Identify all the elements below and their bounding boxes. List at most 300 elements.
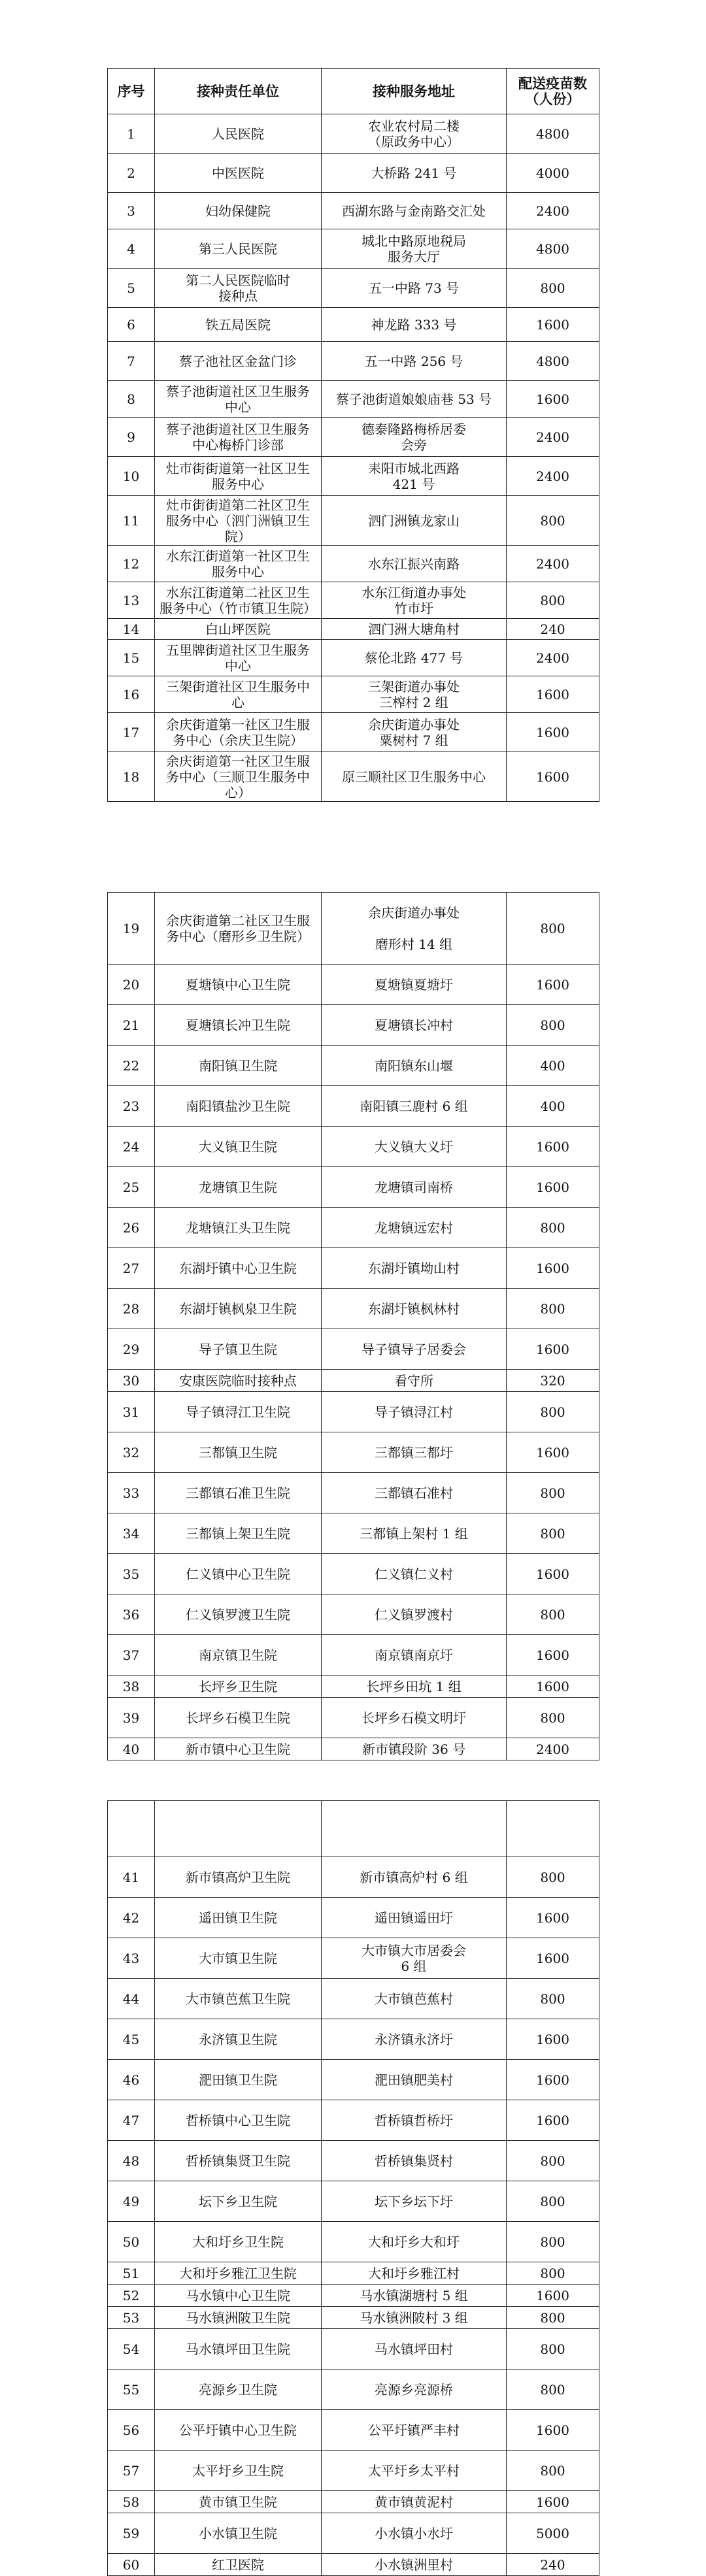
cell-address: 南阳镇东山堰	[322, 1046, 507, 1086]
cell-unit: 蔡子池街道社区卫生服务 中心梅桥门诊部	[155, 418, 322, 457]
cell-address: 永济镇永济圩	[322, 2019, 507, 2060]
cell-unit: 大市镇芭蕉卫生院	[155, 1979, 322, 2019]
table-row	[108, 1127, 599, 1167]
table-row	[108, 457, 599, 496]
cell-unit: 大市镇卫生院	[155, 1938, 322, 1979]
cell-index: 24	[108, 1127, 155, 1167]
cell-address: 德泰隆路梅桥居委 会旁	[322, 418, 507, 457]
cell-index: 41	[108, 1857, 155, 1898]
cell-unit: 淝田镇卫生院	[155, 2060, 322, 2100]
cell-unit: 安康医院临时接种点	[155, 1370, 322, 1392]
cell-index: 56	[108, 2410, 155, 2451]
cell-address: 淝田镇肥美村	[322, 2060, 507, 2100]
cell-doses: 800	[507, 1208, 599, 1248]
cell-address: 蔡伦北路 477 号	[322, 640, 507, 676]
cell-index: 40	[108, 1738, 155, 1760]
cell-doses: 2400	[507, 1738, 599, 1760]
cell-unit: 南阳镇盐沙卫生院	[155, 1086, 322, 1127]
cell-address: 长坪乡石模文明圩	[322, 1698, 507, 1738]
cell-doses: 800	[507, 1594, 599, 1635]
table-row	[108, 2491, 599, 2513]
cell-doses: 1600	[507, 1676, 599, 1698]
cell-doses: 2400	[507, 457, 599, 496]
cell-address: 三都镇三都圩	[322, 1432, 507, 1473]
table-row	[108, 2262, 599, 2285]
table-row	[108, 1801, 599, 1857]
cell-unit: 南京镇卫生院	[155, 1635, 322, 1676]
cell-unit: 三都镇卫生院	[155, 1432, 322, 1473]
table-row	[108, 1554, 599, 1594]
table-row	[108, 2410, 599, 2451]
cell-doses: 1600	[507, 1432, 599, 1473]
cell-doses: 2400	[507, 418, 599, 457]
table-row	[108, 2554, 599, 2576]
cell-unit	[155, 1801, 322, 1857]
table-row	[108, 1289, 599, 1329]
cell-doses: 1600	[507, 1248, 599, 1289]
cell-index: 8	[108, 381, 155, 418]
cell-unit: 余庆街道第一社区卫生服 务中心（三顺卫生服务中 心）	[155, 752, 322, 802]
cell-doses: 1600	[507, 1635, 599, 1676]
cell-index: 53	[108, 2307, 155, 2329]
table-row	[108, 1938, 599, 1979]
cell-doses: 1600	[507, 381, 599, 418]
cell-doses: 800	[507, 496, 599, 546]
cell-index: 55	[108, 2370, 155, 2410]
cell-doses: 400	[507, 1086, 599, 1127]
table-row	[108, 1432, 599, 1473]
table-row	[108, 2285, 599, 2307]
cell-unit: 小水镇卫生院	[155, 2513, 322, 2554]
cell-doses: 800	[507, 2307, 599, 2329]
table-row	[108, 1086, 599, 1127]
cell-index: 20	[108, 965, 155, 1005]
table-row	[108, 582, 599, 619]
table-row	[108, 381, 599, 418]
cell-unit: 红卫医院	[155, 2554, 322, 2576]
cell-index: 1	[108, 114, 155, 154]
cell-address: 大市镇大市居委会 6 组	[322, 1938, 507, 1979]
cell-address: 大和圩乡大和圩	[322, 2222, 507, 2262]
cell-doses: 2400	[507, 193, 599, 229]
cell-address: 耒阳市城北西路 421 号	[322, 457, 507, 496]
table-row	[108, 269, 599, 308]
cell-index: 52	[108, 2285, 155, 2307]
table-row	[108, 640, 599, 676]
cell-address: 泗门洲大塘角村	[322, 619, 507, 640]
cell-unit: 夏塘镇长冲卫生院	[155, 1005, 322, 1046]
cell-index: 46	[108, 2060, 155, 2100]
table-row	[108, 193, 599, 229]
table-row	[108, 1167, 599, 1208]
cell-index: 12	[108, 546, 155, 582]
cell-index: 14	[108, 619, 155, 640]
cell-doses: 800	[507, 1857, 599, 1898]
cell-address: 亮源乡亮源桥	[322, 2370, 507, 2410]
cell-unit: 余庆街道第二社区卫生服 务中心（磨形乡卫生院）	[155, 893, 322, 965]
cell-index: 25	[108, 1167, 155, 1208]
cell-unit: 马水镇中心卫生院	[155, 2285, 322, 2307]
table-row	[108, 713, 599, 752]
cell-doses: 800	[507, 893, 599, 965]
cell-address: 仁义镇罗渡村	[322, 1594, 507, 1635]
cell-unit: 新市镇中心卫生院	[155, 1738, 322, 1760]
cell-doses: 800	[507, 1392, 599, 1432]
table-row	[108, 619, 599, 640]
cell-address: 农业农村局二楼 （原政务中心）	[322, 114, 507, 154]
cell-doses: 800	[507, 2141, 599, 2181]
cell-index: 31	[108, 1392, 155, 1432]
table-row	[108, 1046, 599, 1086]
cell-address: 龙塘镇司南桥	[322, 1167, 507, 1208]
cell-index: 36	[108, 1594, 155, 1635]
cell-address: 龙塘镇远宏村	[322, 1208, 507, 1248]
cell-address: 神龙路 333 号	[322, 308, 507, 342]
cell-index: 3	[108, 193, 155, 229]
cell-address: 夏塘镇夏塘圩	[322, 965, 507, 1005]
table-row	[108, 2019, 599, 2060]
cell-unit: 第三人民医院	[155, 229, 322, 269]
cell-unit: 哲桥镇中心卫生院	[155, 2100, 322, 2141]
cell-unit: 遥田镇卫生院	[155, 1898, 322, 1938]
cell-index	[108, 1801, 155, 1857]
cell-index: 22	[108, 1046, 155, 1086]
cell-address: 太平圩乡太平村	[322, 2451, 507, 2491]
cell-index: 7	[108, 342, 155, 381]
cell-index: 32	[108, 1432, 155, 1473]
cell-index: 15	[108, 640, 155, 676]
cell-index: 26	[108, 1208, 155, 1248]
cell-unit: 亮源乡卫生院	[155, 2370, 322, 2410]
cell-doses: 800	[507, 1005, 599, 1046]
cell-doses: 240	[507, 619, 599, 640]
table-row	[108, 2513, 599, 2554]
table-row	[108, 676, 599, 713]
cell-doses: 800	[507, 2451, 599, 2491]
cell-doses: 1600	[507, 1898, 599, 1938]
cell-doses: 1600	[507, 752, 599, 802]
cell-index: 37	[108, 1635, 155, 1676]
cell-address: 大义镇大义圩	[322, 1127, 507, 1167]
cell-address: 导子镇导子居委会	[322, 1329, 507, 1370]
cell-doses: 320	[507, 1370, 599, 1392]
table-row	[108, 114, 599, 154]
cell-doses: 800	[507, 269, 599, 308]
cell-doses: 1600	[507, 1167, 599, 1208]
cell-index: 4	[108, 229, 155, 269]
cell-address: 哲桥镇集贤村	[322, 2141, 507, 2181]
cell-unit: 大和圩乡卫生院	[155, 2222, 322, 2262]
cell-address: 原三顺社区卫生服务中心	[322, 752, 507, 802]
cell-unit: 龙塘镇江头卫生院	[155, 1208, 322, 1248]
table-row	[108, 965, 599, 1005]
cell-doses: 4000	[507, 154, 599, 193]
cell-address: 马水镇湖塘村 5 组	[322, 2285, 507, 2307]
cell-index: 21	[108, 1005, 155, 1046]
cell-unit: 夏塘镇中心卫生院	[155, 965, 322, 1005]
cell-doses: 800	[507, 1289, 599, 1329]
cell-unit: 龙塘镇卫生院	[155, 1167, 322, 1208]
table-row	[108, 154, 599, 193]
cell-index: 23	[108, 1086, 155, 1127]
cell-address: 三都镇上架村 1 组	[322, 1513, 507, 1554]
table-row	[108, 418, 599, 457]
cell-doses: 800	[507, 2329, 599, 2370]
cell-index: 42	[108, 1898, 155, 1938]
cell-unit: 公平圩镇中心卫生院	[155, 2410, 322, 2451]
cell-doses: 1600	[507, 2019, 599, 2060]
cell-unit: 三架街道社区卫生服务中 心	[155, 676, 322, 713]
cell-address: 看守所	[322, 1370, 507, 1392]
cell-index: 27	[108, 1248, 155, 1289]
cell-address: 黄市镇黄泥村	[322, 2491, 507, 2513]
table-row	[108, 2100, 599, 2141]
cell-index: 48	[108, 2141, 155, 2181]
cell-doses	[507, 1801, 599, 1857]
cell-unit: 黄市镇卫生院	[155, 2491, 322, 2513]
cell-unit: 长坪乡卫生院	[155, 1676, 322, 1698]
cell-address: 三都镇石准村	[322, 1473, 507, 1513]
table-row	[108, 2060, 599, 2100]
table-row	[108, 2451, 599, 2491]
cell-doses: 1600	[507, 1554, 599, 1594]
cell-address: 新市镇段阶 36 号	[322, 1738, 507, 1760]
table-row	[108, 1005, 599, 1046]
cell-doses: 800	[507, 1698, 599, 1738]
cell-index: 34	[108, 1513, 155, 1554]
cell-index: 19	[108, 893, 155, 965]
cell-doses: 1600	[507, 308, 599, 342]
cell-index: 49	[108, 2181, 155, 2222]
table-row	[108, 1329, 599, 1370]
cell-doses: 800	[507, 2370, 599, 2410]
cell-address: 夏塘镇长冲村	[322, 1005, 507, 1046]
cell-unit: 蔡子池社区金盆门诊	[155, 342, 322, 381]
cell-index: 2	[108, 154, 155, 193]
cell-index: 60	[108, 2554, 155, 2576]
cell-address: 余庆街道办事处 粟树村 7 组	[322, 713, 507, 752]
cell-address: 大市镇芭蕉村	[322, 1979, 507, 2019]
cell-address: 导子镇浔江村	[322, 1392, 507, 1432]
cell-address: 五一中路 73 号	[322, 269, 507, 308]
cell-unit: 南阳镇卫生院	[155, 1046, 322, 1086]
cell-index: 13	[108, 582, 155, 619]
cell-unit: 人民医院	[155, 114, 322, 154]
cell-address: 马水镇坪田村	[322, 2329, 507, 2370]
cell-index: 33	[108, 1473, 155, 1513]
cell-address: 小水镇洲里村	[322, 2554, 507, 2576]
table-row	[108, 308, 599, 342]
cell-index: 10	[108, 457, 155, 496]
cell-unit: 仁义镇罗渡卫生院	[155, 1594, 322, 1635]
vaccine-table-segment-1	[107, 68, 599, 802]
cell-index: 28	[108, 1289, 155, 1329]
cell-index: 57	[108, 2451, 155, 2491]
table-row	[108, 496, 599, 546]
table-row	[108, 1698, 599, 1738]
cell-address: 南京镇南京圩	[322, 1635, 507, 1676]
cell-unit: 大和圩乡雅江卫生院	[155, 2262, 322, 2285]
table-row	[108, 2307, 599, 2329]
table-header-row	[108, 69, 599, 114]
table-row	[108, 1473, 599, 1513]
cell-doses: 2400	[507, 546, 599, 582]
cell-unit: 余庆街道第一社区卫生服 务中心（余庆卫生院）	[155, 713, 322, 752]
cell-index: 58	[108, 2491, 155, 2513]
vaccine-table-segment-2	[107, 892, 599, 1760]
cell-unit: 大义镇卫生院	[155, 1127, 322, 1167]
cell-address: 余庆街道办事处 磨形村 14 组	[322, 893, 507, 965]
cell-index: 30	[108, 1370, 155, 1392]
cell-index: 29	[108, 1329, 155, 1370]
cell-doses: 1600	[507, 2410, 599, 2451]
table-row	[108, 2181, 599, 2222]
cell-doses: 800	[507, 2181, 599, 2222]
cell-index: 11	[108, 496, 155, 546]
cell-address: 马水镇洲陂村 3 组	[322, 2307, 507, 2329]
cell-unit: 妇幼保健院	[155, 193, 322, 229]
cell-doses: 800	[507, 1979, 599, 2019]
cell-unit: 东湖圩镇中心卫生院	[155, 1248, 322, 1289]
table-row	[108, 1513, 599, 1554]
cell-address: 城北中路原地税局 服务大厅	[322, 229, 507, 269]
cell-unit: 三都镇石准卫生院	[155, 1473, 322, 1513]
cell-doses: 4800	[507, 114, 599, 154]
cell-doses: 800	[507, 2262, 599, 2285]
cell-address: 泗门洲镇龙家山	[322, 496, 507, 546]
cell-index: 43	[108, 1938, 155, 1979]
cell-unit: 水东江街道第一社区卫生 服务中心	[155, 546, 322, 582]
cell-unit: 坛下乡卫生院	[155, 2181, 322, 2222]
cell-doses: 400	[507, 1046, 599, 1086]
table-row	[108, 342, 599, 381]
cell-index: 17	[108, 713, 155, 752]
cell-doses: 1600	[507, 676, 599, 713]
cell-address: 东湖圩镇坳山村	[322, 1248, 507, 1289]
cell-address: 五一中路 256 号	[322, 342, 507, 381]
cell-unit: 新市镇高炉卫生院	[155, 1857, 322, 1898]
cell-index: 9	[108, 418, 155, 457]
table-row	[108, 1248, 599, 1289]
cell-unit: 仁义镇中心卫生院	[155, 1554, 322, 1594]
cell-address: 遥田镇遥田圩	[322, 1898, 507, 1938]
cell-doses: 4800	[507, 342, 599, 381]
cell-address: 小水镇小水圩	[322, 2513, 507, 2554]
table-row	[108, 1594, 599, 1635]
cell-index: 47	[108, 2100, 155, 2141]
cell-doses: 2400	[507, 640, 599, 676]
cell-index: 44	[108, 1979, 155, 2019]
header-address: 接种服务地址	[322, 69, 507, 114]
cell-doses: 1600	[507, 965, 599, 1005]
cell-unit: 导子镇浔江卫生院	[155, 1392, 322, 1432]
cell-index: 16	[108, 676, 155, 713]
cell-unit: 第二人民医院临时 接种点	[155, 269, 322, 308]
cell-address: 仁义镇仁义村	[322, 1554, 507, 1594]
cell-doses: 800	[507, 1513, 599, 1554]
header-index: 序号	[108, 69, 155, 114]
cell-unit: 永济镇卫生院	[155, 2019, 322, 2060]
cell-address	[322, 1801, 507, 1857]
cell-doses: 800	[507, 1473, 599, 1513]
cell-doses: 5000	[507, 2513, 599, 2554]
cell-doses: 1600	[507, 2060, 599, 2100]
cell-unit: 灶市街街道第一社区卫生 服务中心	[155, 457, 322, 496]
cell-doses: 1600	[507, 2285, 599, 2307]
table-row	[108, 1370, 599, 1392]
cell-address: 东湖圩镇枫林村	[322, 1289, 507, 1329]
cell-unit: 灶市街街道第二社区卫生 服务中心（泗门洲镇卫生 院）	[155, 496, 322, 546]
cell-doses: 1600	[507, 1938, 599, 1979]
cell-unit: 东湖圩镇枫泉卫生院	[155, 1289, 322, 1329]
cell-index: 35	[108, 1554, 155, 1594]
cell-unit: 白山坪医院	[155, 619, 322, 640]
cell-unit: 马水镇坪田卫生院	[155, 2329, 322, 2370]
table-row	[108, 752, 599, 802]
cell-doses: 1600	[507, 2491, 599, 2513]
cell-index: 54	[108, 2329, 155, 2370]
cell-unit: 马水镇洲陂卫生院	[155, 2307, 322, 2329]
cell-index: 59	[108, 2513, 155, 2554]
cell-unit: 中医医院	[155, 154, 322, 193]
cell-address: 南阳镇三鹿村 6 组	[322, 1086, 507, 1127]
vaccine-table-segment-3	[107, 1800, 599, 2576]
cell-unit: 太平圩乡卫生院	[155, 2451, 322, 2491]
cell-address: 哲桥镇哲桥圩	[322, 2100, 507, 2141]
cell-address: 蔡子池街道娘娘庙巷 53 号	[322, 381, 507, 418]
cell-doses: 1600	[507, 2100, 599, 2141]
table-row	[108, 1676, 599, 1698]
cell-unit: 哲桥镇集贤卫生院	[155, 2141, 322, 2181]
cell-address: 西湖东路与金南路交汇处	[322, 193, 507, 229]
table-row	[108, 2370, 599, 2410]
cell-doses: 800	[507, 582, 599, 619]
table-row	[108, 1392, 599, 1432]
cell-address: 公平圩镇严丰村	[322, 2410, 507, 2451]
cell-unit: 蔡子池街道社区卫生服务 中心	[155, 381, 322, 418]
cell-unit: 水东江街道第二社区卫生 服务中心（竹市镇卫生院）	[155, 582, 322, 619]
cell-unit: 长坪乡石模卫生院	[155, 1698, 322, 1738]
cell-index: 5	[108, 269, 155, 308]
cell-index: 50	[108, 2222, 155, 2262]
table-row	[108, 1738, 599, 1760]
table-row	[108, 2141, 599, 2181]
cell-index: 51	[108, 2262, 155, 2285]
table-row	[108, 229, 599, 269]
table-row	[108, 1898, 599, 1938]
cell-unit: 导子镇卫生院	[155, 1329, 322, 1370]
cell-address: 大桥路 241 号	[322, 154, 507, 193]
cell-doses: 1600	[507, 1329, 599, 1370]
cell-address: 水东江振兴南路	[322, 546, 507, 582]
cell-address: 大和圩乡雅江村	[322, 2262, 507, 2285]
table-row	[108, 2329, 599, 2370]
table-row	[108, 893, 599, 965]
cell-unit: 铁五局医院	[155, 308, 322, 342]
cell-unit: 五里牌街道社区卫生服务 中心	[155, 640, 322, 676]
table-row	[108, 2222, 599, 2262]
table-row	[108, 1857, 599, 1898]
cell-address: 三架街道办事处 三榨村 2 组	[322, 676, 507, 713]
cell-unit: 三都镇上架卫生院	[155, 1513, 322, 1554]
cell-index: 6	[108, 308, 155, 342]
cell-doses: 240	[507, 2554, 599, 2576]
cell-address: 坛下乡坛下圩	[322, 2181, 507, 2222]
cell-doses: 1600	[507, 713, 599, 752]
cell-index: 45	[108, 2019, 155, 2060]
header-unit: 接种责任单位	[155, 69, 322, 114]
cell-index: 39	[108, 1698, 155, 1738]
